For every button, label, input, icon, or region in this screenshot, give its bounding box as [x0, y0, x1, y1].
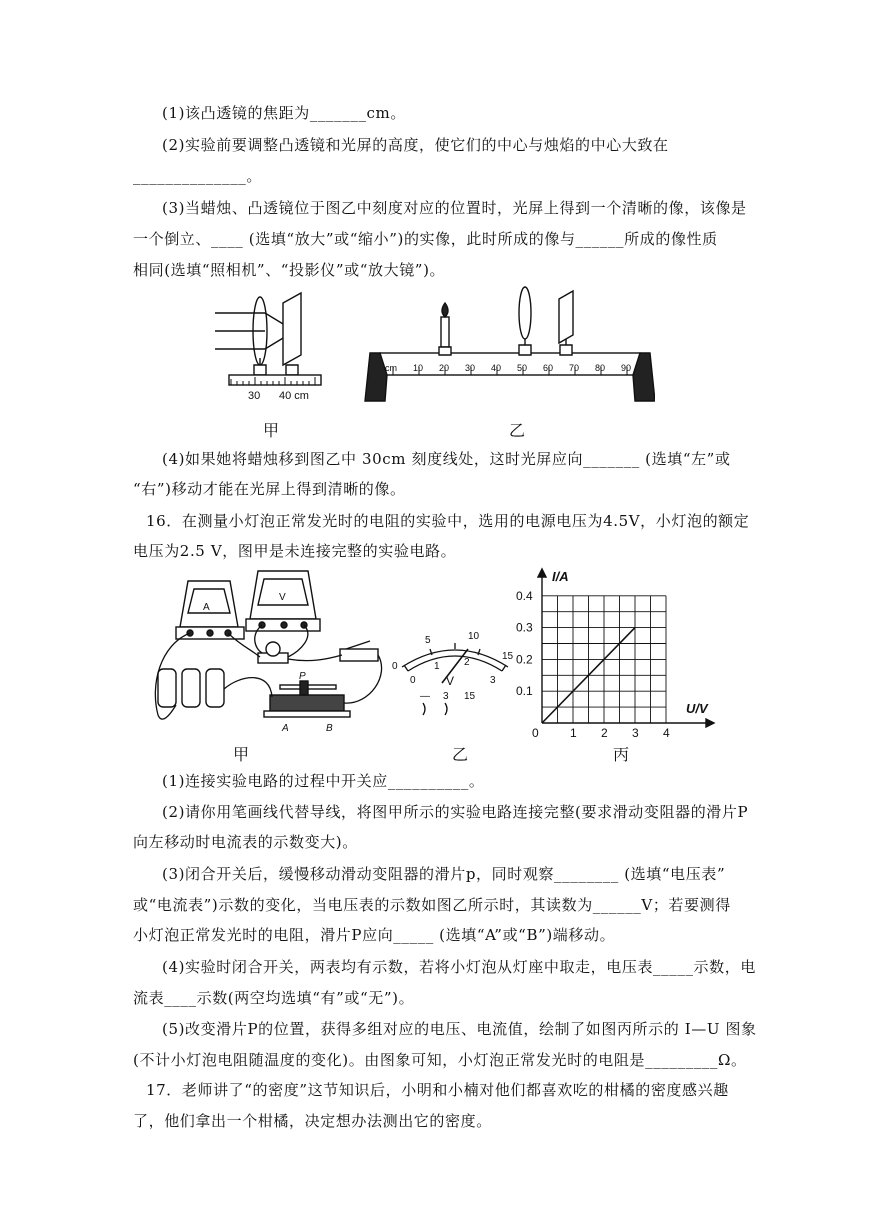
ruler-a-tick-30: 30: [248, 390, 261, 402]
q15-part3: (3)当蜡烛、凸透镜位于图乙中刻度对应的位置时，光屏上得到一个清晰的像，该像是: [162, 199, 747, 217]
q16-part1: (1)连接实验电路的过程中开关应__________。: [162, 772, 485, 790]
ammeter-label: A: [203, 602, 210, 613]
fig2-caption-bing: 丙: [613, 745, 630, 764]
iu-chart: [510, 565, 725, 750]
optical-bench: [365, 287, 655, 401]
lens-figure: [215, 283, 655, 443]
dial-terminal-15: 15: [464, 691, 476, 702]
q16-part3-cont1: 或“电流表”)示数的变化，当电压表的示数如图乙所示时，其读数为______V；若要测得: [133, 896, 731, 914]
focal-length-setup: [215, 293, 321, 385]
ruler-b-tick-20: 20: [439, 363, 450, 373]
q15-part3-cont1: 一个倒立、____ (选填“放大”或“缩小”)的实像，此时所成的像与______所成的像性质: [133, 230, 718, 248]
q15-part3-cont2: 相同(选填“照相机”、“投影仪”或“放大镜”)。: [133, 261, 446, 279]
q16-part5: (5)改变滑片P的位置，获得多组对应的电压、电流值，绘制了如图丙所示的 I—U 图象: [162, 1020, 757, 1038]
q16-stem: 16．在测量小灯泡正常发光时的电阻的实验中，选用的电源电压为4.5V，小灯泡的额定: [146, 512, 750, 530]
q16-part4-cont: 流表____示数(两空均选填“有”或“无”)。: [133, 989, 415, 1007]
x-tick-label: 3: [632, 726, 639, 740]
x-tick-label: 4: [663, 726, 670, 740]
ruler-a-tick-40: 40 cm: [279, 390, 309, 402]
ruler-b-tick-60: 60: [543, 363, 554, 373]
dial-inner-1: 1: [434, 661, 440, 672]
y-tick-label: 0.2: [516, 652, 533, 667]
fig2-caption-jia: 甲: [233, 745, 250, 764]
ruler-b-tick-10: 10: [413, 363, 424, 373]
fig1-caption-jia: 甲: [263, 421, 280, 440]
dial-top-10: 10: [468, 631, 480, 642]
q16-part4: (4)实验时闭合开关，两表均有示数，若将小灯泡从灯座中取走，电压表_____示数，电: [162, 958, 756, 976]
dial-terminal-minus: —: [420, 691, 430, 702]
voltmeter-label: V: [279, 592, 286, 603]
dial-inner-2: 2: [464, 657, 470, 668]
fig2-caption-yi: 乙: [452, 745, 469, 764]
dial-top-5: 5: [425, 635, 431, 646]
ruler-b-tick-50: 50: [517, 363, 528, 373]
y-tick-label: 0.1: [516, 684, 533, 699]
dial-terminal-3: 3: [443, 691, 449, 702]
ruler-b-tick-80: 80: [595, 363, 606, 373]
q15-part2-blank: ______________。: [133, 167, 262, 185]
rheostat-label-a: A: [282, 723, 289, 734]
chart-ylabel: I/A: [552, 569, 569, 584]
ruler-b-tick-cm: cm: [385, 363, 397, 373]
fig1-caption-yi: 乙: [509, 421, 526, 440]
q16-part2-cont: 向左移动时电流表的示数变大)。: [133, 833, 358, 851]
x-tick-label: 0: [532, 726, 539, 740]
q16-part5-cont: (不计小灯泡电阻随温度的变化)。由图象可知，小灯泡正常发光时的电阻是_________Ω。: [133, 1051, 747, 1069]
ruler-b-tick-40: 40: [491, 363, 502, 373]
q15-part2: (2)实验前要调整凸透镜和光屏的高度，使它们的中心与烛焰的中心大致在: [162, 136, 669, 154]
dial-outer-0: 0: [392, 661, 398, 672]
q16-part3: (3)闭合开关后，缓慢移动滑动变阻器的滑片p，同时观察________ (选填“电压表”: [162, 865, 726, 883]
q17-stem: 17．老师讲了“的密度”这节知识后，小明和小楠对他们都喜欢吃的柑橘的密度感兴趣: [146, 1081, 729, 1099]
x-tick-label: 1: [570, 726, 577, 740]
dial-unit: V: [446, 674, 455, 688]
q16-stem-cont: 电压为2.5 V，图甲是未连接完整的实验电路。: [133, 542, 457, 560]
ruler-b-tick-30: 30: [465, 363, 476, 373]
q15-part1: (1)该凸透镜的焦距为_______cm。: [162, 104, 406, 122]
dial-outer-15: 15: [502, 651, 514, 662]
q16-part2: (2)请你用笔画线代替导线，将图甲所示的实验电路连接完整(要求滑动变阻器的滑片P: [162, 803, 749, 821]
dial-inner-0: 0: [410, 675, 416, 686]
q15-part4-cont: “右”)移动才能在光屏上得到清晰的像。: [133, 480, 406, 498]
dial-inner-3: 3: [490, 675, 496, 686]
chart-xlabel: U/V: [686, 701, 708, 716]
x-tick-label: 2: [601, 726, 608, 740]
voltmeter-dial: [390, 625, 520, 730]
q15-part4: (4)如果她将蜡烛移到图乙中 30cm 刻度线处，这时光屏应向_______ (选填“左”或: [162, 450, 731, 468]
ruler-b-tick-70: 70: [569, 363, 580, 373]
y-tick-label: 0.3: [516, 620, 533, 635]
y-tick-label: 0.4: [516, 588, 533, 603]
q17-stem-cont: 了，他们拿出一个柑橘，决定想办法测出它的密度。: [133, 1112, 492, 1130]
ruler-b-tick-90: 90: [621, 363, 632, 373]
rheostat-label-b: B: [326, 723, 333, 734]
q16-part3-cont2: 小灯泡正常发光时的电阻，滑片P应向_____ (选填“A”或“B”)端移动。: [133, 926, 616, 944]
circuit-figure: [140, 565, 390, 745]
rheostat-label-p: P: [299, 671, 306, 682]
